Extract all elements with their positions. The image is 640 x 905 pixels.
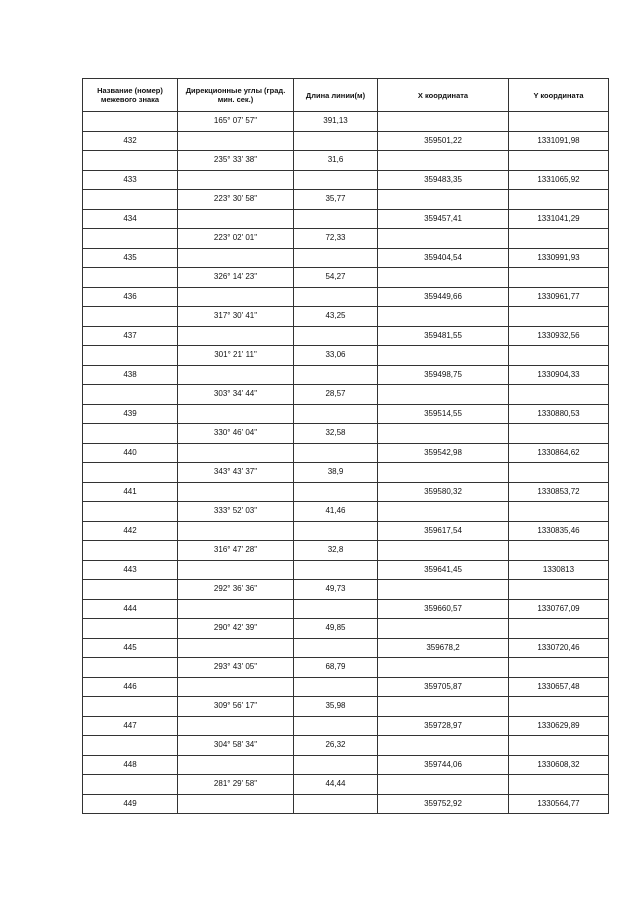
marker-name-cell	[83, 112, 178, 132]
segment-row	[83, 775, 609, 795]
x-coordinate-cell: 359483,35	[378, 170, 509, 190]
header-marker-name: Название (номер) межевого знака	[83, 79, 178, 112]
direction-angle-cell: 304° 58' 34"	[178, 736, 294, 756]
y-coordinate-cell: 1330657,48	[509, 677, 609, 697]
point-row	[83, 326, 609, 346]
marker-name-cell: 448	[83, 755, 178, 775]
marker-name-cell: 447	[83, 716, 178, 736]
line-length-cell	[294, 170, 378, 190]
marker-name-cell: 443	[83, 560, 178, 580]
x-coordinate-cell: 359617,54	[378, 521, 509, 541]
line-length-cell: 391,13	[294, 112, 378, 132]
direction-angle-cell: 301° 21' 11"	[178, 346, 294, 366]
direction-angle-cell: 290° 42' 39"	[178, 619, 294, 639]
direction-angle-cell: 223° 30' 58"	[178, 190, 294, 210]
segment-row	[83, 307, 609, 327]
boundary-coordinates-table	[82, 78, 609, 814]
direction-angle-cell	[178, 560, 294, 580]
y-coordinate-cell	[509, 463, 609, 483]
marker-name-cell: 445	[83, 638, 178, 658]
line-length-cell: 26,32	[294, 736, 378, 756]
segment-row	[83, 229, 609, 249]
direction-angle-cell: 292° 36' 36"	[178, 580, 294, 600]
y-coordinate-cell	[509, 541, 609, 561]
segment-row	[83, 697, 609, 717]
marker-name-cell	[83, 385, 178, 405]
line-length-cell	[294, 131, 378, 151]
direction-angle-cell	[178, 170, 294, 190]
segment-row	[83, 736, 609, 756]
line-length-cell: 44,44	[294, 775, 378, 795]
line-length-cell: 35,77	[294, 190, 378, 210]
segment-row	[83, 346, 609, 366]
y-coordinate-cell	[509, 385, 609, 405]
x-coordinate-cell	[378, 736, 509, 756]
direction-angle-cell	[178, 638, 294, 658]
segment-row	[83, 463, 609, 483]
line-length-cell: 31,6	[294, 151, 378, 171]
marker-name-cell	[83, 541, 178, 561]
line-length-cell: 72,33	[294, 229, 378, 249]
header-direction-angle: Дирекционные углы (град. мин. сек.)	[178, 79, 294, 112]
direction-angle-cell	[178, 365, 294, 385]
segment-row	[83, 190, 609, 210]
y-coordinate-cell	[509, 697, 609, 717]
y-coordinate-cell	[509, 229, 609, 249]
x-coordinate-cell: 359449,66	[378, 287, 509, 307]
y-coordinate-cell: 1330853,72	[509, 482, 609, 502]
direction-angle-cell: 165° 07' 57"	[178, 112, 294, 132]
point-row	[83, 794, 609, 814]
x-coordinate-cell: 359580,32	[378, 482, 509, 502]
direction-angle-cell	[178, 482, 294, 502]
line-length-cell	[294, 560, 378, 580]
marker-name-cell: 433	[83, 170, 178, 190]
point-row	[83, 131, 609, 151]
y-coordinate-cell: 1330904,33	[509, 365, 609, 385]
y-coordinate-cell: 1330961,77	[509, 287, 609, 307]
marker-name-cell: 436	[83, 287, 178, 307]
x-coordinate-cell	[378, 463, 509, 483]
direction-angle-cell: 330° 46' 04"	[178, 424, 294, 444]
line-length-cell	[294, 755, 378, 775]
y-coordinate-cell: 1331041,29	[509, 209, 609, 229]
y-coordinate-cell: 1330880,53	[509, 404, 609, 424]
line-length-cell	[294, 677, 378, 697]
segment-row	[83, 151, 609, 171]
marker-name-cell: 441	[83, 482, 178, 502]
marker-name-cell: 439	[83, 404, 178, 424]
y-coordinate-cell	[509, 112, 609, 132]
marker-name-cell	[83, 424, 178, 444]
segment-row	[83, 541, 609, 561]
line-length-cell: 28,57	[294, 385, 378, 405]
line-length-cell	[294, 521, 378, 541]
marker-name-cell	[83, 502, 178, 522]
x-coordinate-cell	[378, 268, 509, 288]
marker-name-cell	[83, 190, 178, 210]
x-coordinate-cell	[378, 151, 509, 171]
y-coordinate-cell: 1330864,62	[509, 443, 609, 463]
x-coordinate-cell	[378, 580, 509, 600]
marker-name-cell	[83, 580, 178, 600]
line-length-cell	[294, 599, 378, 619]
direction-angle-cell: 303° 34' 44"	[178, 385, 294, 405]
segment-row	[83, 502, 609, 522]
point-row	[83, 404, 609, 424]
point-row	[83, 443, 609, 463]
line-length-cell	[294, 794, 378, 814]
table-header-row	[83, 79, 609, 112]
direction-angle-cell: 343° 43' 37"	[178, 463, 294, 483]
direction-angle-cell	[178, 755, 294, 775]
y-coordinate-cell: 1330608,32	[509, 755, 609, 775]
direction-angle-cell: 326° 14' 23"	[178, 268, 294, 288]
line-length-cell: 41,46	[294, 502, 378, 522]
direction-angle-cell: 309° 56' 17"	[178, 697, 294, 717]
y-coordinate-cell: 1330564,77	[509, 794, 609, 814]
x-coordinate-cell	[378, 424, 509, 444]
y-coordinate-cell	[509, 190, 609, 210]
line-length-cell: 43,25	[294, 307, 378, 327]
y-coordinate-cell	[509, 619, 609, 639]
y-coordinate-cell: 1330991,93	[509, 248, 609, 268]
direction-angle-cell: 316° 47' 28"	[178, 541, 294, 561]
direction-angle-cell	[178, 443, 294, 463]
marker-name-cell: 438	[83, 365, 178, 385]
line-length-cell	[294, 209, 378, 229]
x-coordinate-cell: 359641,45	[378, 560, 509, 580]
direction-angle-cell	[178, 326, 294, 346]
point-row	[83, 716, 609, 736]
line-length-cell: 32,58	[294, 424, 378, 444]
marker-name-cell: 446	[83, 677, 178, 697]
marker-name-cell	[83, 736, 178, 756]
line-length-cell: 35,98	[294, 697, 378, 717]
x-coordinate-cell	[378, 190, 509, 210]
x-coordinate-cell: 359660,57	[378, 599, 509, 619]
line-length-cell: 32,8	[294, 541, 378, 561]
point-row	[83, 560, 609, 580]
marker-name-cell: 449	[83, 794, 178, 814]
direction-angle-cell: 317° 30' 41"	[178, 307, 294, 327]
segment-row	[83, 580, 609, 600]
direction-angle-cell: 223° 02' 01"	[178, 229, 294, 249]
x-coordinate-cell: 359514,55	[378, 404, 509, 424]
x-coordinate-cell	[378, 229, 509, 249]
segment-row	[83, 658, 609, 678]
marker-name-cell: 435	[83, 248, 178, 268]
direction-angle-cell: 333° 52' 03"	[178, 502, 294, 522]
x-coordinate-cell: 359728,97	[378, 716, 509, 736]
y-coordinate-cell	[509, 775, 609, 795]
x-coordinate-cell: 359705,87	[378, 677, 509, 697]
line-length-cell	[294, 716, 378, 736]
line-length-cell	[294, 248, 378, 268]
direction-angle-cell	[178, 677, 294, 697]
marker-name-cell	[83, 307, 178, 327]
header-y-coordinate: Y координата	[509, 79, 609, 112]
y-coordinate-cell: 1330629,89	[509, 716, 609, 736]
y-coordinate-cell	[509, 658, 609, 678]
direction-angle-cell	[178, 287, 294, 307]
x-coordinate-cell: 359744,06	[378, 755, 509, 775]
marker-name-cell: 440	[83, 443, 178, 463]
marker-name-cell	[83, 619, 178, 639]
y-coordinate-cell: 1331091,98	[509, 131, 609, 151]
segment-row	[83, 619, 609, 639]
x-coordinate-cell: 359481,55	[378, 326, 509, 346]
point-row	[83, 677, 609, 697]
marker-name-cell	[83, 658, 178, 678]
line-length-cell: 33,06	[294, 346, 378, 366]
x-coordinate-cell	[378, 775, 509, 795]
marker-name-cell	[83, 697, 178, 717]
y-coordinate-cell: 1330835,46	[509, 521, 609, 541]
point-row	[83, 365, 609, 385]
marker-name-cell: 442	[83, 521, 178, 541]
direction-angle-cell: 281° 29' 58"	[178, 775, 294, 795]
line-length-cell	[294, 287, 378, 307]
line-length-cell: 49,85	[294, 619, 378, 639]
x-coordinate-cell: 359542,98	[378, 443, 509, 463]
direction-angle-cell	[178, 599, 294, 619]
x-coordinate-cell: 359752,92	[378, 794, 509, 814]
y-coordinate-cell: 1330813	[509, 560, 609, 580]
y-coordinate-cell: 1331065,92	[509, 170, 609, 190]
x-coordinate-cell	[378, 346, 509, 366]
point-row	[83, 170, 609, 190]
header-x-coordinate: X координата	[378, 79, 509, 112]
marker-name-cell: 437	[83, 326, 178, 346]
marker-name-cell: 444	[83, 599, 178, 619]
line-length-cell: 68,79	[294, 658, 378, 678]
x-coordinate-cell: 359457,41	[378, 209, 509, 229]
x-coordinate-cell	[378, 112, 509, 132]
x-coordinate-cell: 359501,22	[378, 131, 509, 151]
marker-name-cell	[83, 463, 178, 483]
x-coordinate-cell	[378, 541, 509, 561]
direction-angle-cell	[178, 209, 294, 229]
y-coordinate-cell	[509, 424, 609, 444]
x-coordinate-cell	[378, 697, 509, 717]
coordinates-document	[82, 78, 608, 814]
x-coordinate-cell	[378, 658, 509, 678]
x-coordinate-cell: 359678,2	[378, 638, 509, 658]
segment-row	[83, 112, 609, 132]
direction-angle-cell	[178, 248, 294, 268]
line-length-cell	[294, 365, 378, 385]
point-row	[83, 248, 609, 268]
line-length-cell: 38,9	[294, 463, 378, 483]
marker-name-cell	[83, 229, 178, 249]
y-coordinate-cell	[509, 502, 609, 522]
point-row	[83, 638, 609, 658]
point-row	[83, 287, 609, 307]
line-length-cell	[294, 404, 378, 424]
line-length-cell	[294, 638, 378, 658]
direction-angle-cell: 293° 43' 05"	[178, 658, 294, 678]
y-coordinate-cell: 1330932,56	[509, 326, 609, 346]
header-line-length: Длина линии(м)	[294, 79, 378, 112]
direction-angle-cell	[178, 131, 294, 151]
direction-angle-cell	[178, 521, 294, 541]
x-coordinate-cell	[378, 619, 509, 639]
x-coordinate-cell: 359498,75	[378, 365, 509, 385]
y-coordinate-cell	[509, 307, 609, 327]
y-coordinate-cell	[509, 346, 609, 366]
marker-name-cell	[83, 151, 178, 171]
line-length-cell: 54,27	[294, 268, 378, 288]
point-row	[83, 209, 609, 229]
y-coordinate-cell: 1330767,09	[509, 599, 609, 619]
marker-name-cell	[83, 775, 178, 795]
marker-name-cell: 432	[83, 131, 178, 151]
x-coordinate-cell	[378, 385, 509, 405]
point-row	[83, 755, 609, 775]
segment-row	[83, 424, 609, 444]
line-length-cell	[294, 443, 378, 463]
y-coordinate-cell	[509, 736, 609, 756]
point-row	[83, 599, 609, 619]
point-row	[83, 521, 609, 541]
line-length-cell	[294, 326, 378, 346]
marker-name-cell	[83, 346, 178, 366]
line-length-cell: 49,73	[294, 580, 378, 600]
point-row	[83, 482, 609, 502]
x-coordinate-cell	[378, 502, 509, 522]
segment-row	[83, 385, 609, 405]
x-coordinate-cell: 359404,54	[378, 248, 509, 268]
y-coordinate-cell	[509, 580, 609, 600]
line-length-cell	[294, 482, 378, 502]
marker-name-cell	[83, 268, 178, 288]
segment-row	[83, 268, 609, 288]
y-coordinate-cell	[509, 268, 609, 288]
y-coordinate-cell: 1330720,46	[509, 638, 609, 658]
direction-angle-cell	[178, 794, 294, 814]
direction-angle-cell: 235° 33' 38"	[178, 151, 294, 171]
x-coordinate-cell	[378, 307, 509, 327]
marker-name-cell: 434	[83, 209, 178, 229]
direction-angle-cell	[178, 404, 294, 424]
direction-angle-cell	[178, 716, 294, 736]
y-coordinate-cell	[509, 151, 609, 171]
